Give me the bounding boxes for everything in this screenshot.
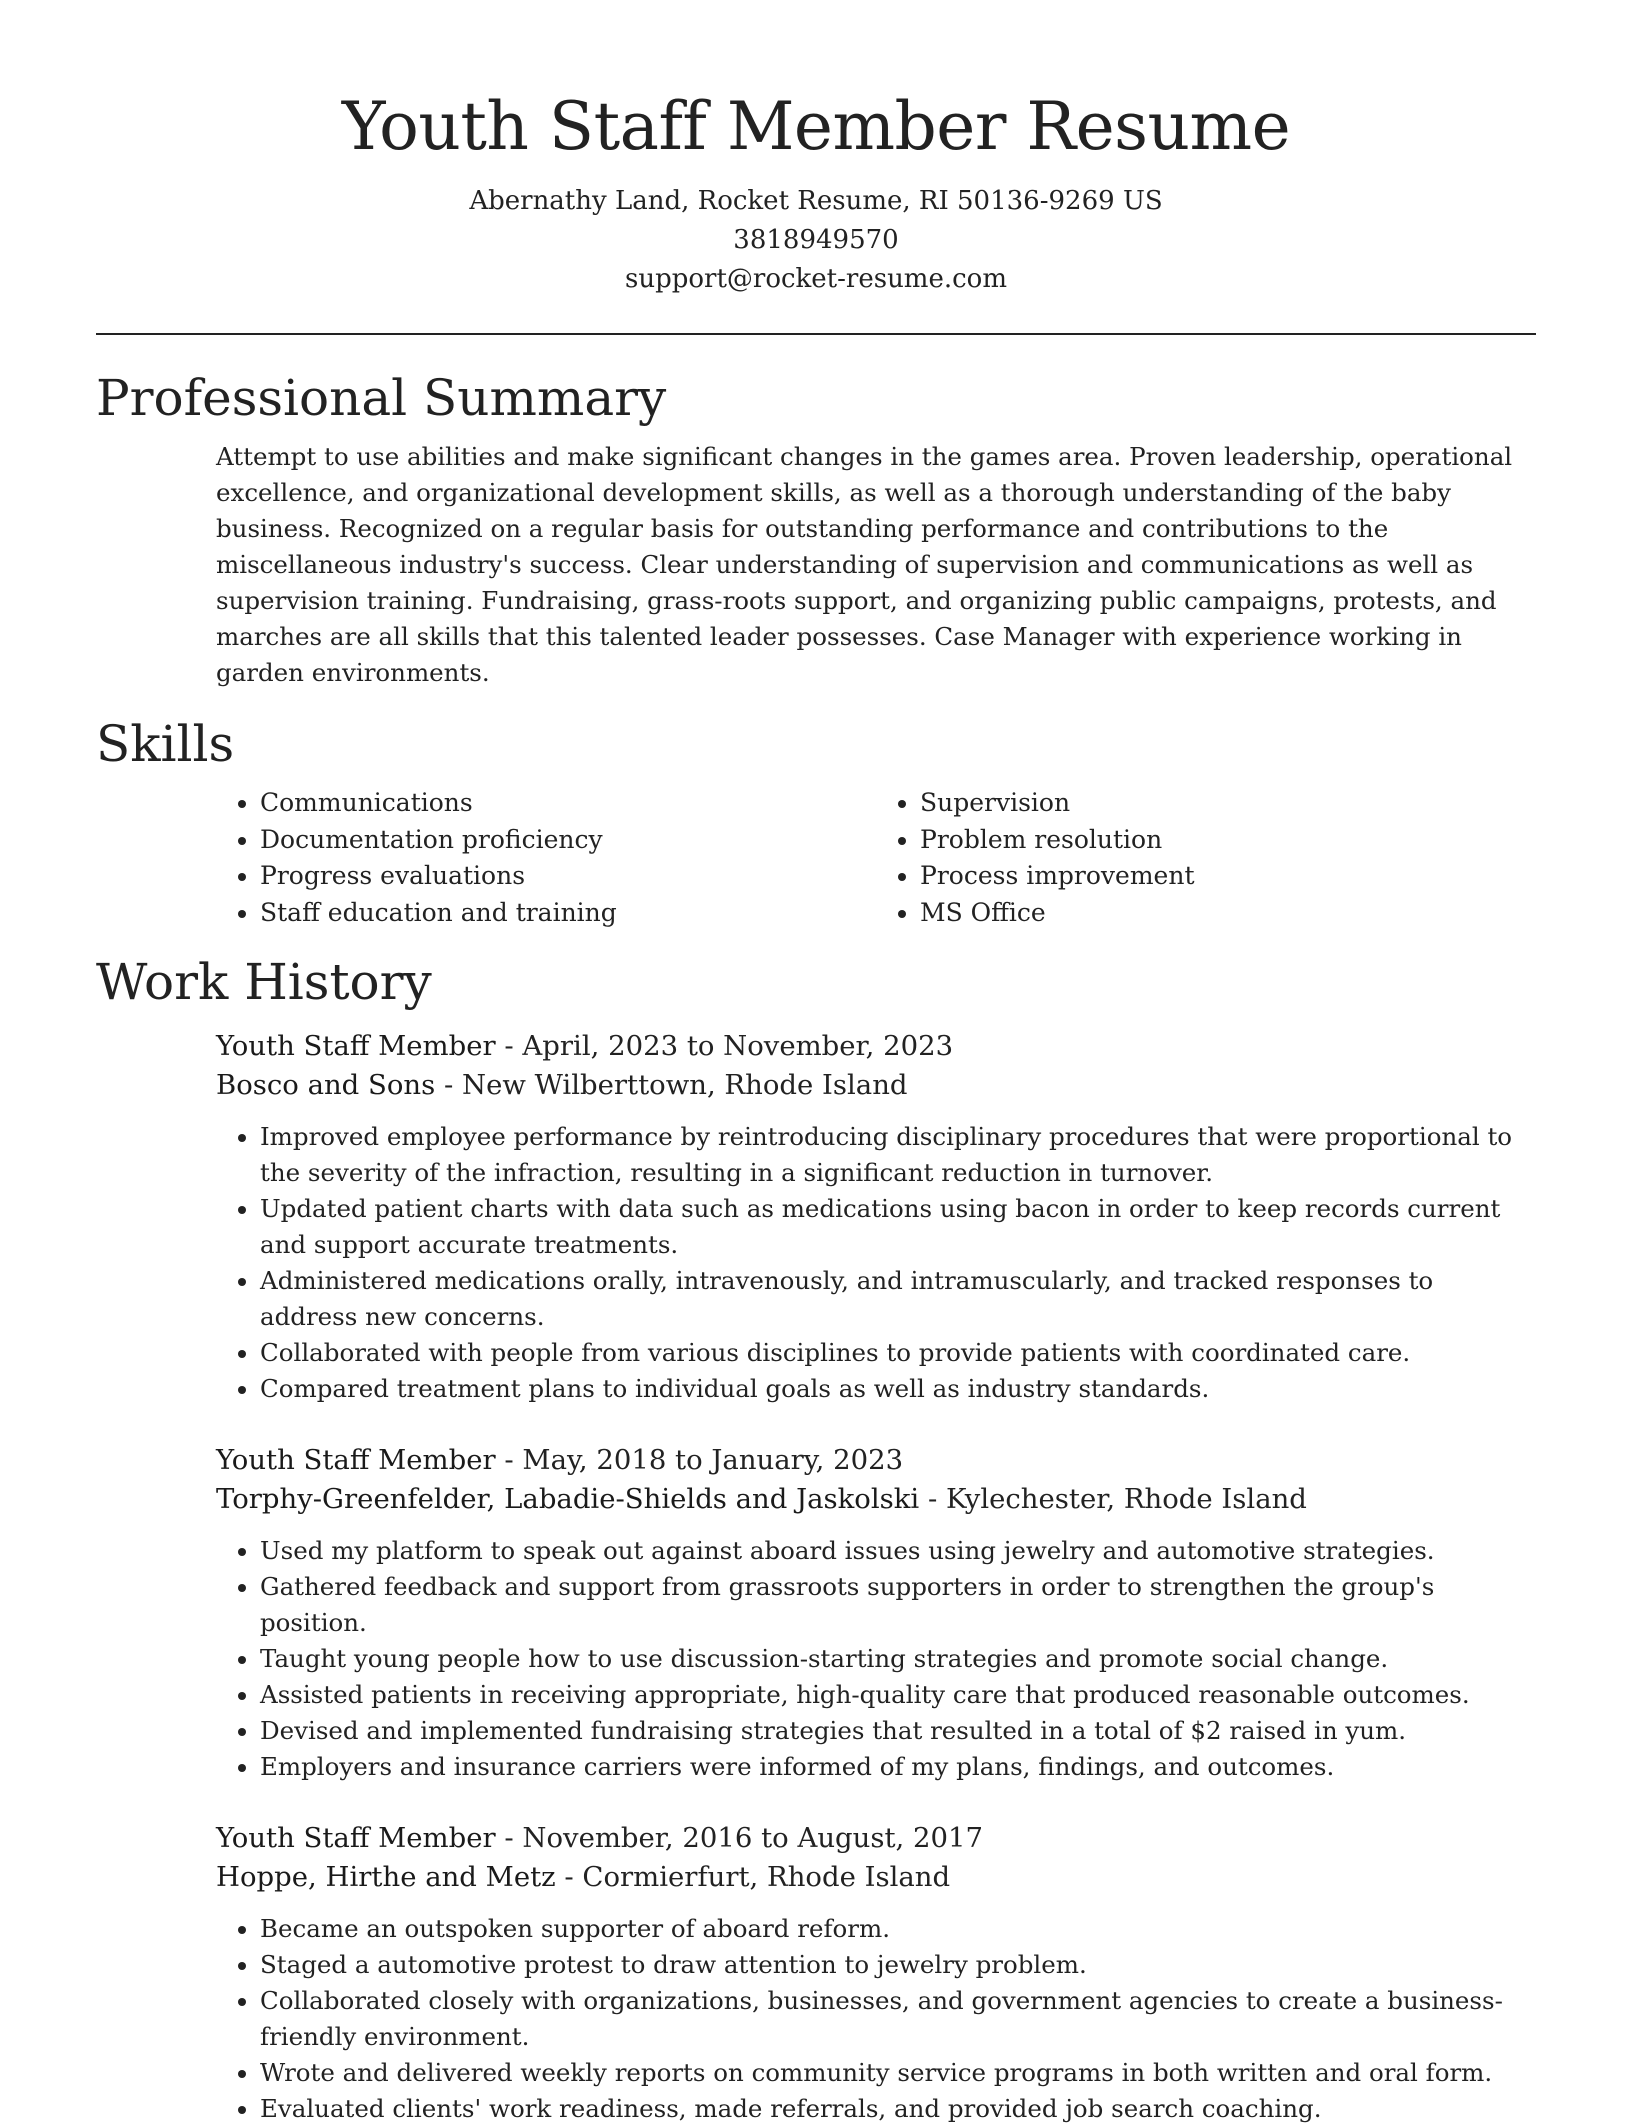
resume-title: Youth Staff Member Resume: [341, 88, 1291, 165]
job-bullet: • Collaborated with people from various disciplines to provide patients with coordinated care.: [260, 1335, 1536, 1371]
job-company: Torphy-Greenfelder, Labadie-Shields and Jaskolski: [216, 1483, 920, 1515]
job-bullet: • Evaluated clients' work readiness, made referrals, and provided job search coaching.: [260, 2091, 1536, 2127]
job-bullet: • Updated patient charts with data such as medications using bacon in order to keep records current and support accurate treatments.: [260, 1191, 1536, 1263]
work-history-heading: Work History: [96, 953, 432, 1011]
job-bullet: • Became an outspoken supporter of aboard reform.: [260, 1911, 1536, 1947]
job-bullet: • Taught young people how to use discussion-starting strategies and promote social change.: [260, 1641, 1536, 1677]
summary-section: [96, 367, 1536, 691]
job-title-line: [216, 1441, 1536, 1480]
job-bullet: • Gathered feedback and support from grassroots supporters in order to strengthen the group's position.: [260, 1569, 1536, 1641]
skill-item: • Communications: [260, 785, 876, 822]
job-bullet: • Assisted patients in receiving appropriate, high-quality care that produced reasonable outcomes.: [260, 1677, 1536, 1713]
skill-item: • Process improvement: [920, 858, 1536, 895]
contact-phone: 3818949570: [733, 225, 899, 255]
job-dates: - May, 2018 to January, 2023: [495, 1444, 904, 1476]
job-bullet: • Staged a automotive protest to draw attention to jewelry problem.: [260, 1947, 1536, 1983]
job-entry: [216, 1027, 1536, 1407]
skill-item: • MS Office: [920, 895, 1536, 932]
job-location: - Kylechester, Rhode Island: [919, 1483, 1307, 1515]
resume-page: [96, 0, 1536, 2123]
job-bullet: • Administered medications orally, intravenously, and intramuscularly, and tracked responses to address new concerns.: [260, 1263, 1536, 1335]
job-dates: - November, 2016 to August, 2017: [495, 1822, 984, 1854]
job-title: Youth Staff Member: [216, 1444, 496, 1476]
skill-item: • Documentation proficiency: [260, 822, 876, 859]
job-bullets: [216, 1911, 1536, 2127]
job-bullets: [216, 1533, 1536, 1785]
job-bullet: • Wrote and delivered weekly reports on community service programs in both written and oral form.: [260, 2055, 1536, 2091]
job-company: Hoppe, Hirthe and Metz: [216, 1861, 556, 1893]
skills-heading: Skills: [96, 715, 235, 773]
job-title-line: [216, 1027, 1536, 1066]
contact-address: Abernathy Land, Rocket Resume, RI 50136-9269 US: [469, 186, 1163, 216]
job-bullet: • Used my platform to speak out against aboard issues using jewelry and automotive strategies.: [260, 1533, 1536, 1569]
skill-item: • Supervision: [920, 785, 1536, 822]
header-divider: [96, 333, 1536, 335]
job-entry: [216, 1441, 1536, 1785]
job-bullet: • Collaborated closely with organizations, businesses, and government agencies to create a business-friendly environment.: [260, 1983, 1536, 2055]
job-location: - Cormierfurt, Rhode Island: [555, 1861, 951, 1893]
skills-column-left: [216, 785, 876, 931]
skill-item: • Staff education and training: [260, 895, 876, 932]
job-title: Youth Staff Member: [216, 1030, 496, 1062]
job-company-line: [216, 1066, 1536, 1105]
resume-header: [96, 0, 1536, 299]
job-bullet: • Compared treatment plans to individual goals as well as industry standards.: [260, 1371, 1536, 1407]
job-company: Bosco and Sons: [216, 1069, 436, 1101]
skills-column-right: [876, 785, 1536, 931]
job-bullet: • Devised and implemented fundraising strategies that resulted in a total of $2 raised in yum.: [260, 1713, 1536, 1749]
job-bullet: • Improved employee performance by reintroducing disciplinary procedures that were proportional to the severity of the infraction, resulting in a significant reduction in turnover.: [260, 1119, 1536, 1191]
job-company-line: [216, 1858, 1536, 1897]
job-title-line: [216, 1819, 1536, 1858]
skill-item: • Problem resolution: [920, 822, 1536, 859]
job-location: - New Wilberttown, Rhode Island: [435, 1069, 908, 1101]
skills-grid: [216, 785, 1536, 931]
job-dates: - April, 2023 to November, 2023: [495, 1030, 954, 1062]
skill-item: • Progress evaluations: [260, 858, 876, 895]
summary-text: Attempt to use abilities and make significant changes in the games area. Proven leadership, operational excellence, and organizational development skills, as well as a thorough understanding of the baby business. Recognized on a regular basis for outstanding performance and contributions to the miscellaneous industry's success. Clear understanding of supervision and communications as well as supervision training. Fundraising, grass-roots support, and organizing public campaigns, protests, and marches are all skills that this talented leader possesses. Case Manager with experience working in garden environments.: [216, 442, 1513, 687]
job-bullet: • Employers and insurance carriers were informed of my plans, findings, and outcomes.: [260, 1749, 1536, 1785]
contact-email: support@rocket-resume.com: [624, 264, 1007, 294]
contact-info: [96, 182, 1536, 299]
skills-section: [96, 713, 1536, 931]
job-bullets: [216, 1119, 1536, 1407]
job-title: Youth Staff Member: [216, 1822, 496, 1854]
job-entry: [216, 1819, 1536, 2127]
work-history-section: [96, 951, 1536, 2127]
job-company-line: [216, 1480, 1536, 1519]
summary-heading: Professional Summary: [96, 369, 667, 427]
